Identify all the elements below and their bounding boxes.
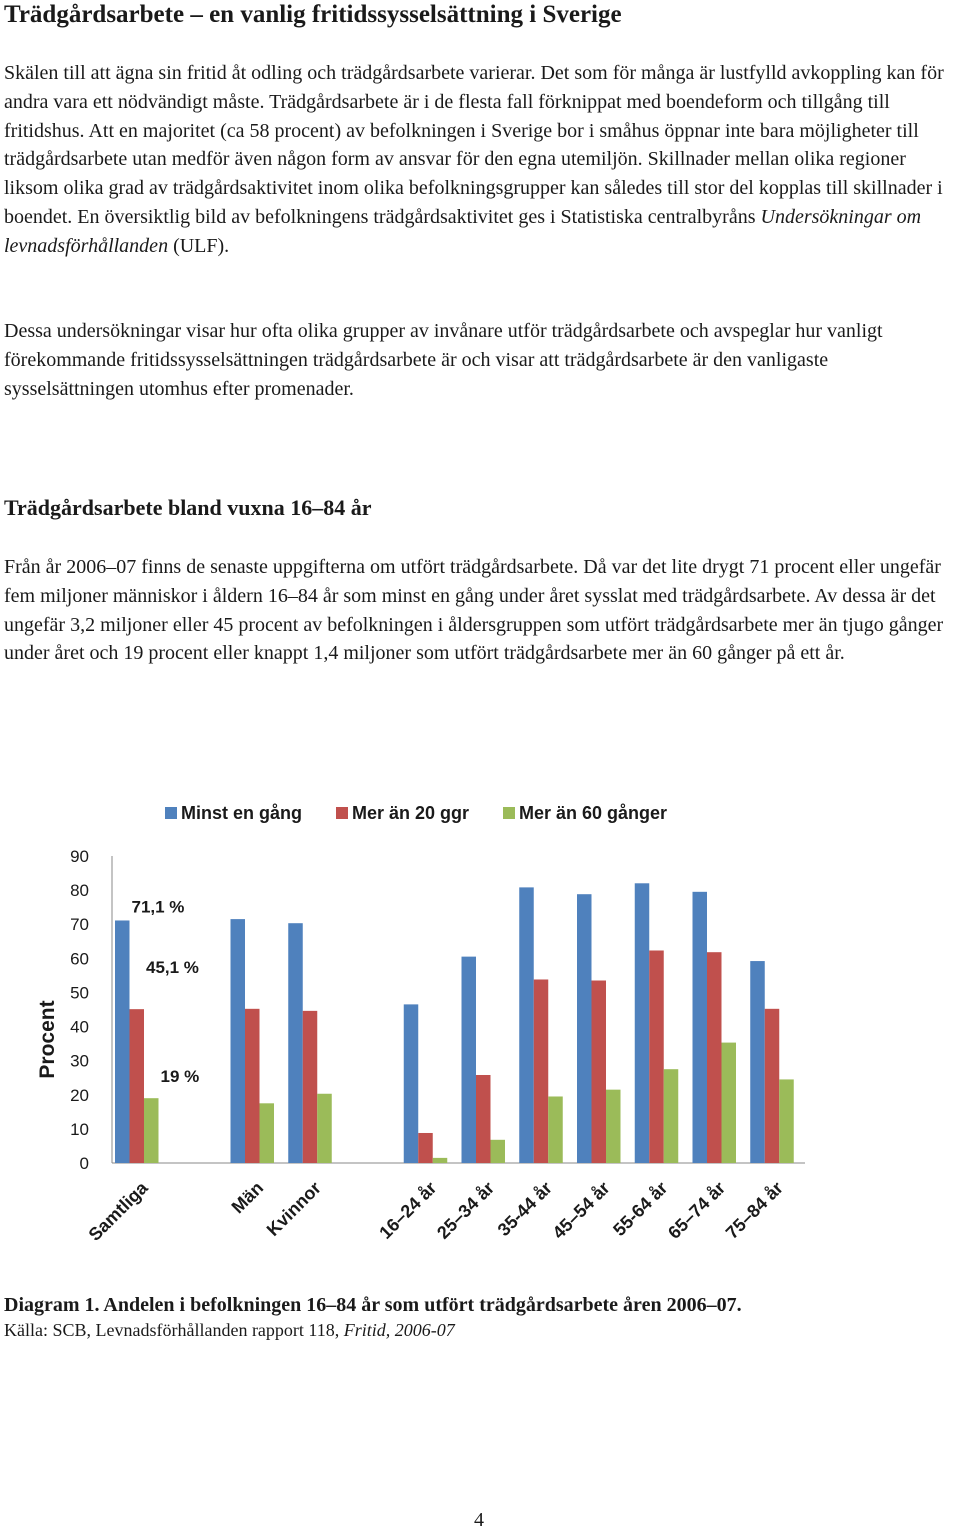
bar-mer-än-60-gånger	[664, 1069, 679, 1163]
figure-source	[4, 1318, 455, 1342]
bar-mer-än-20-ggr	[476, 1075, 491, 1163]
bar-mer-än-60-gånger	[722, 1043, 737, 1163]
y-tick-label: 90	[70, 847, 89, 866]
source-text: Källa: SCB, Levnadsförhållanden rapport 118,	[4, 1320, 344, 1340]
bar-mer-än-20-ggr	[592, 981, 607, 1163]
bar-mer-än-20-ggr	[707, 952, 722, 1163]
data-annotation: 19 %	[160, 1067, 200, 1087]
intro-paragraph-end: (ULF).	[168, 234, 230, 257]
chart-bars	[115, 883, 794, 1163]
gardening-bar-chart	[0, 790, 960, 1270]
section-heading: Trädgårdsarbete bland vuxna 16–84 år	[4, 495, 372, 520]
page-number: 4	[474, 1509, 484, 1531]
y-tick-label: 50	[70, 983, 89, 1003]
intro-paragraph	[4, 59, 959, 261]
legend-swatch	[503, 807, 515, 819]
bar-mer-än-60-gånger	[144, 1098, 159, 1163]
figure-caption: Diagram 1. Andelen i befolkningen 16–84 år som utfört trädgårdsarbete åren 2006–07.	[4, 1294, 742, 1316]
bar-mer-än-60-gånger	[491, 1140, 506, 1163]
bar-mer-än-20-ggr	[765, 1009, 780, 1163]
y-tick-label: 80	[70, 881, 89, 901]
x-category-label: Samtliga	[84, 1177, 152, 1245]
x-category-label: Män	[227, 1177, 268, 1218]
bar-minst-en-gång	[404, 1004, 419, 1163]
y-tick-label: 20	[70, 1085, 89, 1105]
bar-mer-än-20-ggr	[303, 1011, 318, 1163]
bar-minst-en-gång	[750, 961, 765, 1163]
y-tick-label: 40	[70, 1017, 89, 1037]
y-tick-label: 10	[70, 1119, 89, 1139]
x-category-label: Kvinnor	[262, 1177, 325, 1240]
bar-mer-än-20-ggr	[649, 950, 664, 1163]
bar-mer-än-20-ggr	[534, 979, 549, 1163]
x-category-label: 35-44 år	[493, 1177, 556, 1240]
bar-minst-en-gång	[288, 923, 303, 1163]
y-tick-label: 0	[79, 1154, 89, 1173]
y-tick-label: 30	[70, 1051, 89, 1071]
statistics-paragraph: Från år 2006–07 finns de senaste uppgifterna om utfört trädgårdsarbete. Då var det lite drygt 71 procent eller ungefär fem miljoner människor i åldern 16–84 år som minst en gång under året sysslat med trädgårdsarbete. Av dessa är det ungefär 3,2 miljoner eller 45 procent av befolkningen i åldersgruppen som utfört trädgårdsarbete mer än tjugo gånger under året och 19 procent eller knappt 1,4 miljoner som utfört trädgårdsarbete mer än 60 gånger på ett år.	[4, 556, 944, 665]
bar-mer-än-60-gånger	[779, 1079, 794, 1163]
bar-minst-en-gång	[462, 957, 477, 1163]
y-tick-label: 70	[70, 915, 89, 935]
bar-mer-än-60-gånger	[433, 1158, 448, 1163]
x-category-label: 16–24 år	[375, 1177, 441, 1243]
legend-label: Mer än 60 gånger	[519, 803, 668, 823]
bar-minst-en-gång	[635, 883, 650, 1163]
legend-swatch	[336, 807, 348, 819]
x-category-label: 45–54 år	[548, 1177, 614, 1243]
chart-legend	[165, 803, 667, 823]
x-category-label: 55-64 år	[609, 1177, 672, 1240]
bar-mer-än-20-ggr	[418, 1133, 433, 1163]
bar-minst-en-gång	[577, 894, 592, 1163]
y-axis	[36, 847, 112, 1173]
bar-minst-en-gång	[231, 919, 246, 1163]
bar-minst-en-gång	[519, 887, 534, 1163]
bar-mer-än-60-gånger	[317, 1094, 332, 1163]
bar-mer-än-20-ggr	[245, 1009, 260, 1163]
data-annotation: 45,1 %	[146, 958, 199, 978]
legend-label: Mer än 20 ggr	[352, 803, 470, 823]
source-title: Fritid, 2006-07	[343, 1320, 455, 1340]
y-tick-label: 60	[70, 949, 89, 969]
y-axis-label: Procent	[36, 1000, 59, 1079]
bar-mer-än-60-gånger	[606, 1090, 621, 1163]
bar-minst-en-gång	[115, 920, 130, 1163]
x-category-label: 75–84 år	[721, 1177, 787, 1243]
data-annotation: 71,1 %	[131, 897, 185, 917]
survey-name: Undersökningar om levnadsförhållanden	[4, 205, 922, 257]
bar-mer-än-60-gånger	[260, 1103, 275, 1163]
x-category-label: 25–34 år	[433, 1177, 499, 1243]
x-axis	[85, 1163, 805, 1245]
page-title: Trädgårdsarbete – en vanlig fritidssysselsättning i Sverige	[4, 1, 622, 28]
bar-minst-en-gång	[693, 892, 708, 1163]
bar-mer-än-20-ggr	[130, 1009, 145, 1163]
intro-paragraph-text: Skälen till att ägna sin fritid åt odling och trädgårdsarbete varierar. Det som för många är lustfylld avkoppling kan för andra vara ett nödvändigt måste. Trädgårdsarbete är i de flesta fall förknippat med boendeform och tillgång till fritidshus. Att en majoritet (ca 58 procent) av befolkningen i Sverige bor i småhus öppnar inte bara möjligheter till trädgårdsarbete utan medför även någon form av ansvar för den egna utemiljön. Skillnader mellan olika regioner liksom olika grad av trädgårdsaktivitet inom olika befolkningsgrupper kan således till stor del kopplas till skillnader i boendet. En översiktlig bild av befolkningens trädgårdsaktivitet ges i Statistiska centralbyråns	[4, 62, 944, 228]
x-category-label: 65–74 år	[664, 1177, 730, 1243]
legend-swatch	[165, 807, 177, 819]
survey-paragraph: Dessa undersökningar visar hur ofta olika grupper av invånare utför trädgårdsarbete och avspeglar hur vanligt förekommande fritidssysselsättningen trädgårdsarbete är och visar att trädgårdsarbete är den vanligaste sysselsättningen utomhus efter promenader.	[4, 320, 883, 400]
bar-mer-än-60-gånger	[548, 1096, 563, 1163]
legend-label: Minst en gång	[181, 803, 302, 823]
